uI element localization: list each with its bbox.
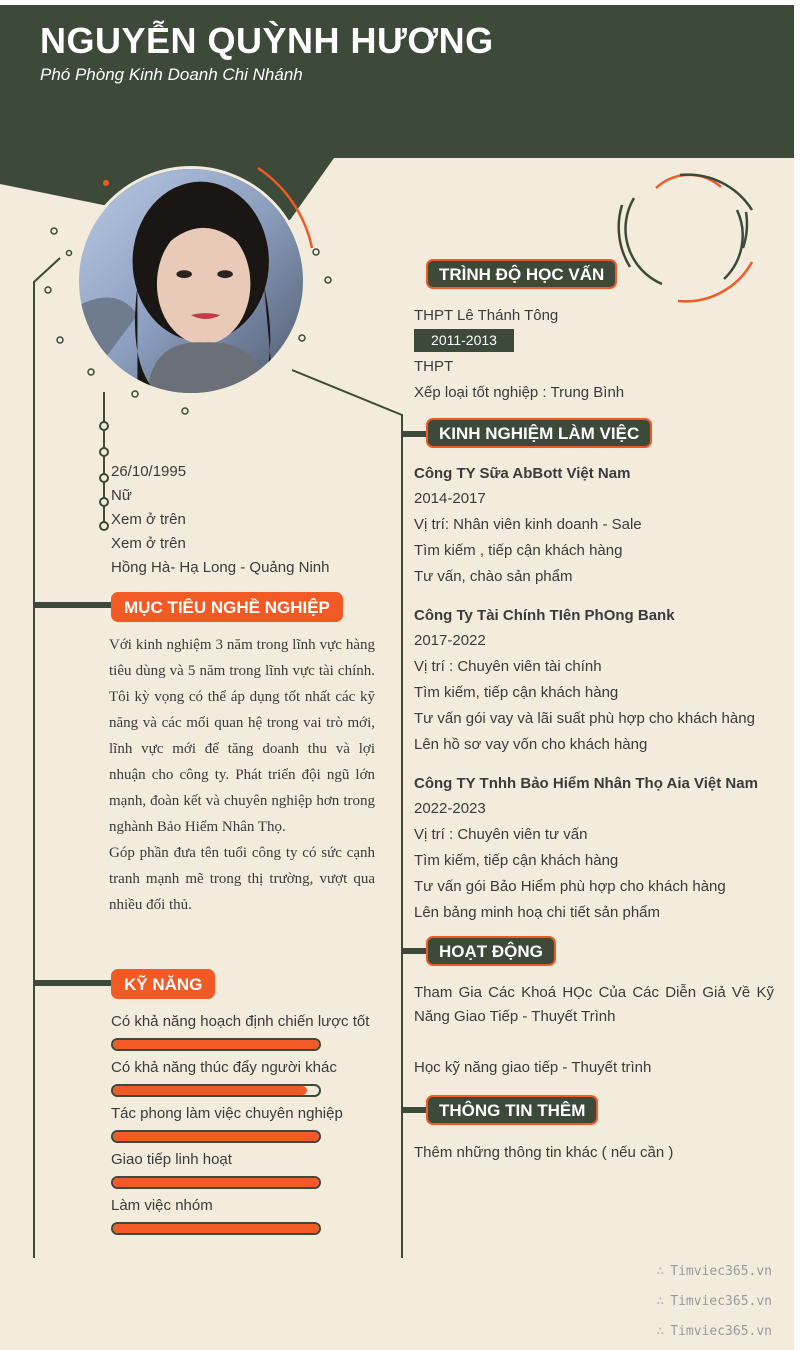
skill-bar xyxy=(111,1038,321,1051)
job-period: 2022-2023 xyxy=(414,800,486,817)
watermark-text: Timviec365.vn xyxy=(670,1294,772,1309)
job-entry xyxy=(414,462,774,590)
watermark-icon: ∴ xyxy=(656,1264,665,1279)
phone: Xem ở trên xyxy=(111,511,186,528)
avatar xyxy=(76,166,306,396)
objective-text xyxy=(109,632,375,918)
objective-paragraph: Với kinh nghiệm 3 năm trong lĩnh vực hàng tiêu dùng và 5 năm trong lĩnh vực tài chính. Tôi kỳ vọng có thể áp dụng tốt nhất các kỹ năng và các mối quan hệ trong vai trò mới, lĩnh vực mới để tăng doanh thu và lợi nhuận cho công ty. Phát triển đội ngũ lớn mạnh, đoàn kết và chuyên nghiệp hơn trong nghành Bảo Hiểm Nhân Thọ. xyxy=(109,637,375,835)
job-position: Vị trí : Chuyên viên tài chính xyxy=(414,658,602,675)
experience-heading: KINH NGHIỆM LÀM VIỆC xyxy=(426,418,652,448)
job-position: Vị trí : Chuyên viên tư vấn xyxy=(414,826,588,843)
objective-heading: MỤC TIÊU NGHỀ NGHIỆP xyxy=(111,592,343,622)
job-duty: Tìm kiếm, tiếp cận khách hàng xyxy=(414,852,619,869)
watermark-icon: ∴ xyxy=(656,1294,665,1309)
degree: THPT xyxy=(414,358,454,375)
activities-section xyxy=(414,981,774,1080)
ring-decoration xyxy=(656,175,721,188)
experience-section xyxy=(414,462,774,940)
skill-bar xyxy=(111,1084,321,1097)
gender: Nữ xyxy=(111,487,132,504)
job-company: Công TY Tnhh Bảo Hiểm Nhân Thọ Aia Việt Nam xyxy=(414,775,758,792)
watermark xyxy=(656,1324,772,1339)
job-duty: Lên hồ sơ vay vốn cho khách hàng xyxy=(414,736,648,753)
skill-item xyxy=(111,1104,371,1150)
job-position: Vị trí: Nhân viên kinh doanh - Sale xyxy=(414,516,642,533)
skill-item xyxy=(111,1150,371,1196)
ring-decoration xyxy=(724,210,743,279)
job-entry xyxy=(414,772,774,926)
job-period: 2017-2022 xyxy=(414,632,486,649)
additional-text: Thêm những thông tin khác ( nếu cần ) xyxy=(414,1144,674,1161)
ring-decoration xyxy=(680,175,752,210)
school-name: THPT Lê Thánh Tông xyxy=(414,307,559,324)
job-duty: Tư vấn gói Bảo Hiểm phù hợp cho khách hàng xyxy=(414,878,726,895)
candidate-role: Phó Phòng Kinh Doanh Chi Nhánh xyxy=(40,65,303,84)
ring-decoration xyxy=(678,262,752,301)
skill-label: Làm việc nhóm xyxy=(111,1197,213,1214)
skills-heading: KỸ NĂNG xyxy=(111,969,215,999)
watermark-text: Timviec365.vn xyxy=(670,1264,772,1279)
candidate-name: NGUYỄN QUỲNH HƯƠNG xyxy=(40,20,494,61)
personal-info xyxy=(111,460,329,580)
watermark-text: Timviec365.vn xyxy=(670,1324,772,1339)
left-timeline xyxy=(34,258,60,1258)
job-duty: Tư vấn, chào sản phẩm xyxy=(414,568,573,585)
skills-list xyxy=(111,1012,371,1242)
activities-heading: HOẠT ĐỘNG xyxy=(426,936,556,966)
education-period-badge: 2011-2013 xyxy=(414,329,514,352)
watermark-icon: ∴ xyxy=(656,1324,665,1339)
skill-bar-fill xyxy=(113,1040,319,1049)
skill-bar xyxy=(111,1176,321,1189)
skill-bar xyxy=(111,1222,321,1235)
email: Xem ở trên xyxy=(111,535,186,552)
skill-bar-fill xyxy=(113,1224,319,1233)
job-duty: Tìm kiếm, tiếp cận khách hàng xyxy=(414,684,619,701)
activity-item: Tham Gia Các Khoá HỌc Của Các Diễn Giả Về Kỹ Năng Giao Tiếp - Thuyết Trình xyxy=(414,984,774,1025)
additional-heading: THÔNG TIN THÊM xyxy=(426,1095,598,1125)
job-company: Công Ty Tài Chính TIên PhOng Bank xyxy=(414,607,675,624)
skill-item xyxy=(111,1058,371,1104)
education-section xyxy=(414,304,624,405)
skill-bar-fill xyxy=(113,1086,307,1095)
ring-decoration xyxy=(625,198,662,284)
skill-bar-fill xyxy=(113,1178,319,1187)
watermark xyxy=(656,1294,772,1309)
grade: Xếp loại tốt nghiệp : Trung Bình xyxy=(414,384,625,401)
job-period: 2014-2017 xyxy=(414,490,486,507)
job-entry xyxy=(414,604,774,758)
skill-bar xyxy=(111,1130,321,1143)
job-duty: Lên bảng minh hoạ chi tiết sản phẩm xyxy=(414,904,660,921)
skill-label: Có khả năng thúc đẩy người khác xyxy=(111,1059,337,1076)
job-duty: Tư vấn gói vay và lãi suất phù hợp cho khách hàng xyxy=(414,710,755,727)
skill-bar-fill xyxy=(113,1132,319,1141)
education-heading: TRÌNH ĐỘ HỌC VẤN xyxy=(426,259,617,289)
skill-label: Có khả năng hoạch định chiến lược tốt xyxy=(111,1013,370,1030)
skill-item xyxy=(111,1012,371,1058)
right-border xyxy=(794,0,800,1350)
job-duty: Tìm kiếm , tiếp cận khách hàng xyxy=(414,542,623,559)
skill-item xyxy=(111,1196,371,1242)
skill-label: Tác phong làm việc chuyên nghiệp xyxy=(111,1105,343,1122)
watermark xyxy=(656,1264,772,1279)
activity-item: Học kỹ năng giao tiếp - Thuyết trình xyxy=(414,1059,652,1076)
job-company: Công TY Sữa AbBott Việt Nam xyxy=(414,465,631,482)
date-of-birth: 26/10/1995 xyxy=(111,463,187,480)
address: Hồng Hà- Hạ Long - Quảng Ninh xyxy=(111,559,330,576)
skill-label: Giao tiếp linh hoạt xyxy=(111,1151,232,1168)
objective-paragraph: Góp phần đưa tên tuổi công ty có sức cạnh tranh mạnh mẽ trong thị trường, vượt qua nhiều đối thủ. xyxy=(109,845,375,913)
